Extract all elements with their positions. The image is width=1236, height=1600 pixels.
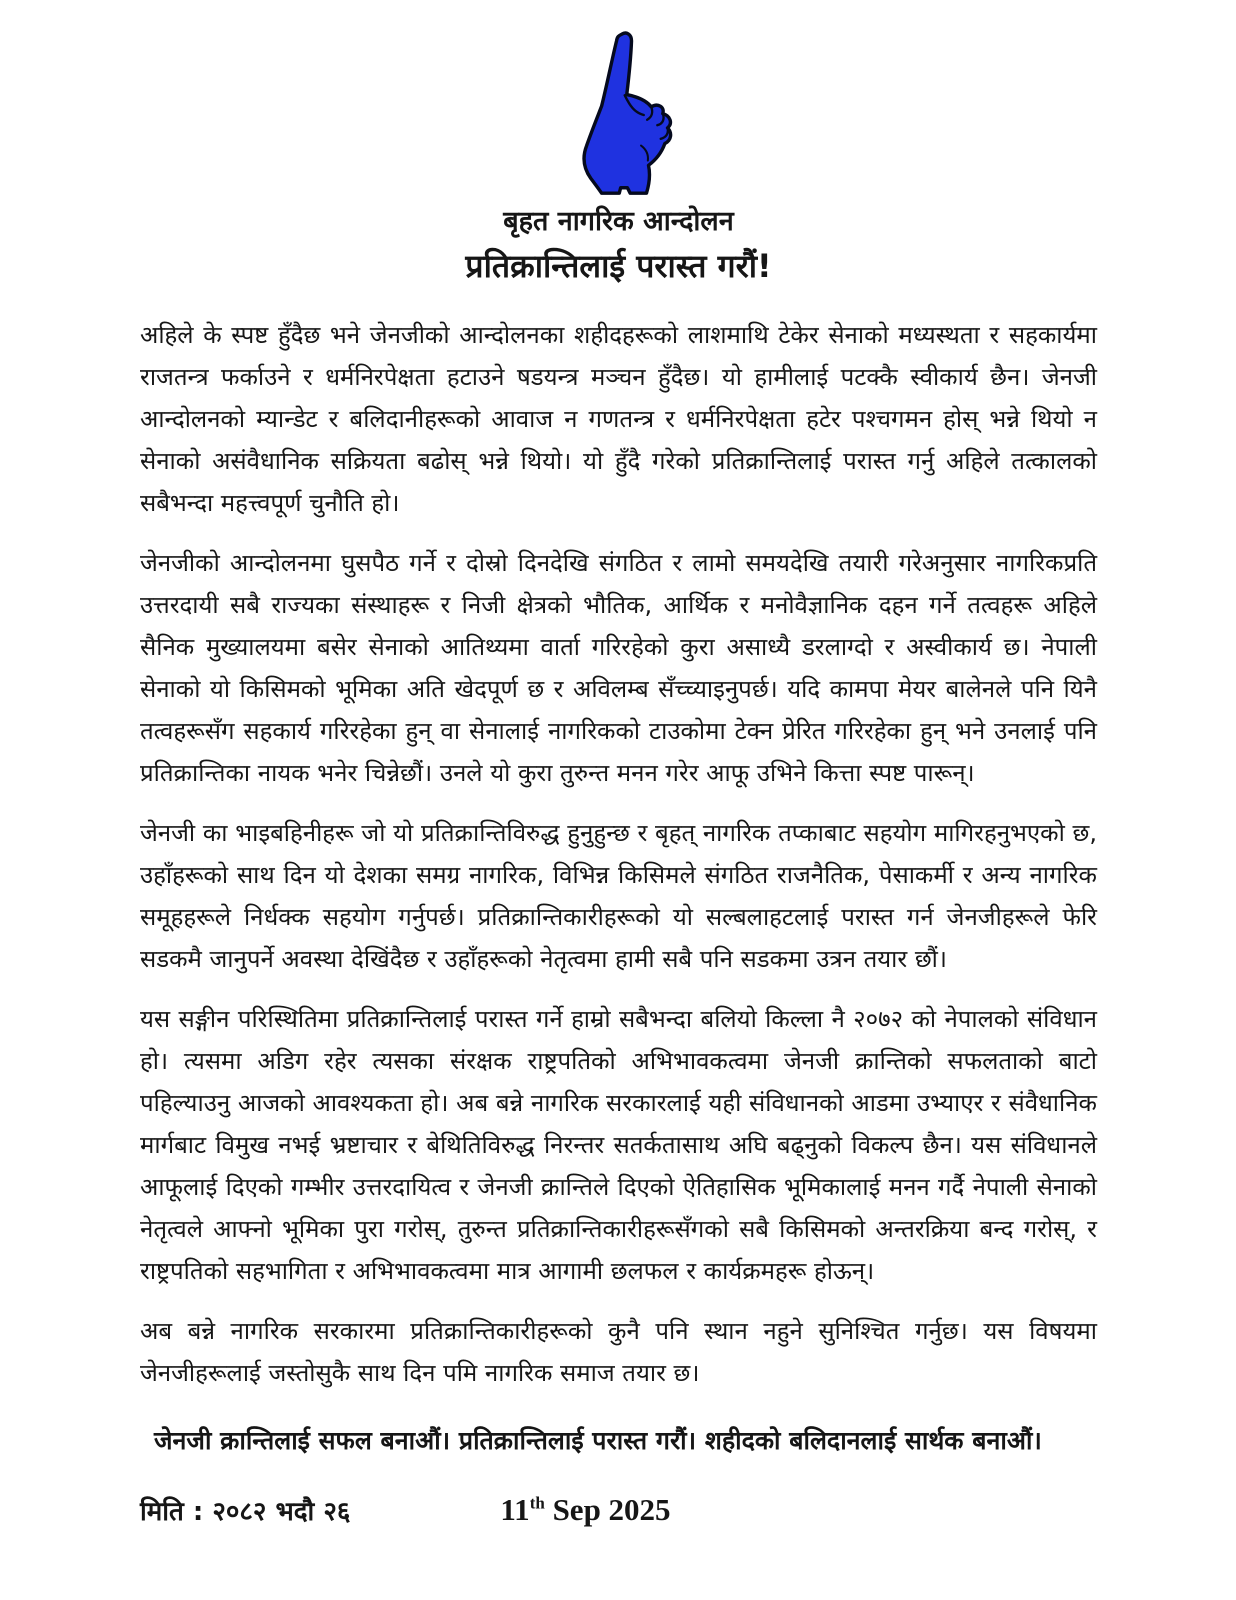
date-line [140,1492,1097,1528]
date-english [500,1492,670,1528]
paragraph-5: अब बन्ने नागरिक सरकारमा प्रतिक्रान्तिकारीहरूको कुनै पनि स्थान नहुने सुनिश्चित गर्नुछ। यस विषयमा जेनजीहरूलाई जस्तोसुकै साथ दिन पमि नागरिक समाज तयार छ। [140,1317,1097,1387]
paragraph-3: जेनजी का भाइबहिनीहरू जो यो प्रतिक्रान्तिविरुद्ध हुनुहुन्छ र बृहत् नागरिक तप्काबाट सहयोग मागिरहनुभएको छ, उहाँहरूको साथ दिन यो देशका समग्र नागरिक, विभिन्न किसिमले संगठित राजनैतिक, पेसाकर्मी र अन्य नागरिक समूहहरूले निर्धक्क सहयोग गर्नुपर्छ। प्रतिक्रान्तिकारीहरूको यो सल्बलाहटलाई परास्त गर्न जेनजीहरूले फेरि सडकमै जानुपर्ने अवस्था देखिंदैछ र उहाँहरूको नेतृत्वमा हामी सबै पनि सडकमा उत्रन तयार छौं। [140,819,1097,973]
date-english-month-year: Sep 2025 [544,1492,671,1527]
date-nepali: मिति : २०८२ भदौ २६ [140,1497,351,1527]
closing-line: जेनजी क्रान्तिलाई सफल बनाऔं। प्रतिक्रान्तिलाई परास्त गरौं। शहीदको बलिदानलाई सार्थक बनाऔं। [154,1426,1042,1455]
org-name-title: बृहत नागरिक आन्दोलन [503,206,734,237]
date-ordinal-suffix: th [529,1493,545,1513]
slogan-title: प्रतिक्रान्तिलाई परास्त गरौं! [465,247,772,285]
paragraph-1: अहिले के स्पष्ट हुँदैछ भने जेनजीको आन्दोलनका शहीदहरूको लाशमाथि टेकेर सेनाको मध्यस्थता र सहकार्यमा राजतन्त्र फर्काउने र धर्मनिरपेक्षता हटाउने षडयन्त्र मञ्चन हुँदैछ। यो हामीलाई पटक्कै स्वीकार्य छैन। जेनजी आन्दोलनको म्यान्डेट र बलिदानीहरूको आवाज न गणतन्त्र र धर्मनिरपेक्षता हटेर पश्चगमन होस् भन्ने थियो न सेनाको असंवैधानिक सक्रियता बढोस् भन्ने थियो। यो हुँदै गरेको प्रतिक्रान्तिलाई परास्त गर्नु अहिले तत्कालको सबैभन्दा महत्त्वपूर्ण चुनौति हो। [140,321,1097,517]
logo [140,30,1097,202]
paragraph-4: यस सङ्गीन परिस्थितिमा प्रतिक्रान्तिलाई परास्त गर्ने हाम्रो सबैभन्दा बलियो किल्ला नै २०७२ को नेपालको संविधान हो। त्यसमा अडिग रहेर त्यसका संरक्षक राष्ट्रपतिको अभिभावकत्वमा जेनजी क्रान्तिको सफलताको बाटो पहिल्याउनु आजको आवश्यकता हो। अब बन्ने नागरिक सरकारलाई यही संविधानको आडमा उभ्याएर र संवैधानिक मार्गबाट विमुख नभई भ्रष्टाचार र बेथितिविरुद्ध निरन्तर सतर्कतासाथ अघि बढ्नुको विकल्प छैन। यस संविधानले आफूलाई दिएको गम्भीर उत्तरदायित्व र जेनजी क्रान्तिले दिएको ऐतिहासिक भूमिकालाई मनन गर्दै नेपाली सेनाको नेतृत्वले आफ्नो भूमिका पुरा गरोस्, तुरुन्त प्रतिक्रान्तिकारीहरूसँगको सबै किसिमको अन्तरक्रिया बन्द गरोस्, र राष्ट्रपतिको सहभागिता र अभिभावकत्वमा मात्र आगामी छलफल र कार्यक्रमहरू होऊन्। [140,1005,1097,1285]
pointing-hand-icon [554,30,683,200]
paragraph-2: जेनजीको आन्दोलनमा घुसपैठ गर्ने र दोस्रो दिनदेखि संगठित र लामो समयदेखि तयारी गरेअनुसार नागरिकप्रति उत्तरदायी सबै राज्यका संस्थाहरू र निजी क्षेत्रको भौतिक, आर्थिक र मनोवैज्ञानिक दहन गर्ने तत्वहरू अहिले सैनिक मुख्यालयमा बसेर सेनाको आतिथ्यमा वार्ता गरिरहेको कुरा असाध्यै डरलाग्दो र अस्वीकार्य छ। नेपाली सेनाको यो किसिमको भूमिका अति खेदपूर्ण छ र अविलम्ब सँच्च्याइनुपर्छ। यदि कामपा मेयर बालेनले पनि यिनै तत्वहरूसँग सहकार्य गरिरहेका हुन् वा सेनालाई नागरिकको टाउकोमा टेक्न प्रेरित गरिरहेका हुन् भने उनलाई पनि प्रतिक्रान्तिका नायक भनेर चिन्नेछौं। उनले यो कुरा तुरुन्त मनन गरेर आफू उभिने कित्ता स्पष्ट पारून्। [140,549,1097,787]
date-english-day: 11 [500,1492,530,1527]
